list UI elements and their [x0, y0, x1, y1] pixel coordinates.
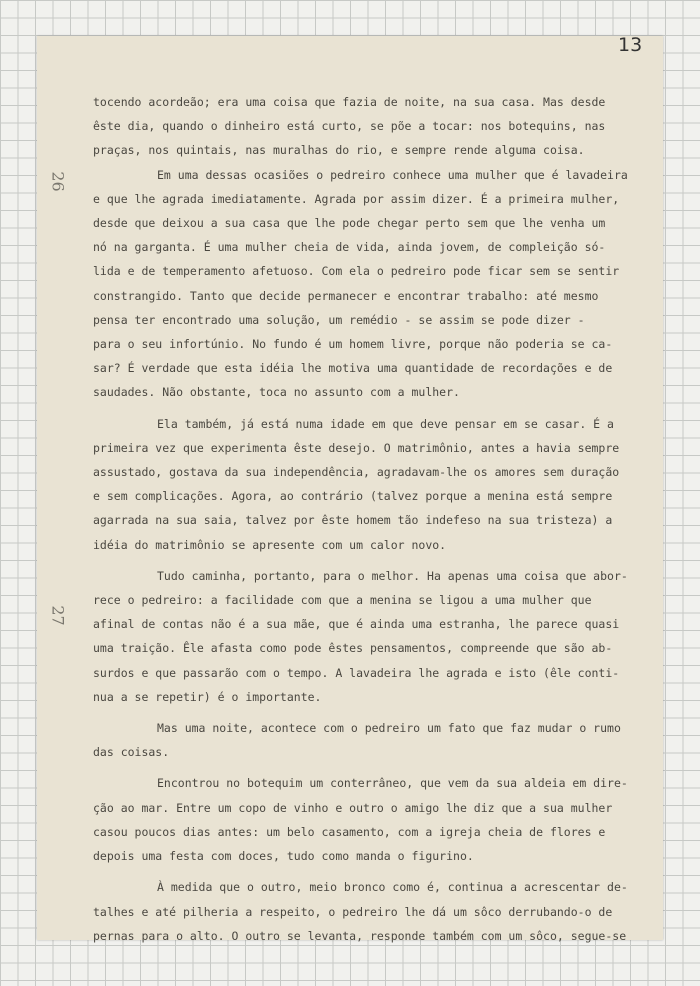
text-line: desde que deixou a sua casa que lhe pode chegar perto sem que lhe venha um	[93, 216, 606, 231]
text-line: idéia do matrimônio se apresente com um calor novo.	[93, 537, 447, 552]
text-line: tocendo acordeão; era uma coisa que fazia de noite, na sua casa. Mas desde	[93, 95, 606, 109]
text-line: lida e de temperamento afetuoso. Com ela o pedreiro pode ficar sem se sentir	[93, 264, 620, 279]
text-line: das coisas.	[93, 745, 170, 760]
text-line: Encontrou no botequim um conterrâneo, que vem da sua aldeia em dire-	[157, 776, 628, 791]
text-line: ção ao mar. Entre um copo de vinho e outro o amigo lhe diz que a sua mulher	[93, 800, 613, 815]
text-line: Mas uma noite, acontece com o pedreiro um fato que faz mudar o rumo	[157, 721, 621, 736]
text-line: À medida que o outro, meio bronco como é, continua a acrescentar de-	[157, 880, 628, 895]
text-line: casou poucos dias antes: um belo casamento, com a igreja cheia de flores e	[93, 824, 606, 839]
text-line: Ela também, já está numa idade em que deve pensar em se casar. É a	[157, 416, 614, 431]
typewritten-text	[93, 90, 659, 948]
text-line: surdos e que passarão com o tempo. A lavadeira lhe agrada e isto (êle conti-	[93, 665, 620, 680]
text-line: pernas para o alto. O outro se levanta, responde também com um sôco, segue-se	[93, 928, 627, 943]
page-number: 13	[618, 34, 643, 56]
text-line: agarrada na sua saia, talvez por êste homem tão indefeso na sua tristeza) a	[93, 513, 613, 528]
text-line: rece o pedreiro: a facilidade com que a menina se ligou a uma mulher que	[93, 593, 592, 608]
text-line: constrangido. Tanto que decide permanecer e encontrar trabalho: até mesmo	[93, 288, 599, 303]
text-line: uma traição. Êle afasta como pode êstes pensamentos, compreende que são ab-	[93, 641, 613, 656]
text-line: talhes e até pilheria a respeito, o pedreiro lhe dá um sôco derrubando-o de	[93, 904, 613, 919]
text-line: êste dia, quando o dinheiro está curto, se põe a tocar: nos botequins, nas	[93, 119, 606, 134]
text-line: Em uma dessas ocasiões o pedreiro conhece uma mulher que é lavadeira	[157, 167, 628, 182]
text-line: assustado, gostava da sua independência, agradavam-lhe os amores sem duração	[93, 465, 620, 480]
text-line: Tudo caminha, portanto, para o melhor. Ha apenas uma coisa que abor-	[157, 568, 628, 583]
text-line: primeira vez que experimenta êste desejo. O matrimônio, antes a havia sempre	[93, 440, 620, 455]
text-line: depois uma festa com doces, tudo como manda o figurino.	[93, 849, 474, 864]
text-line: pensa ter encontrado uma solução, um remédio - se assim se pode dizer -	[93, 312, 585, 327]
margin-note: 27	[48, 605, 68, 626]
text-line: para o seu infortúnio. No fundo é um homem livre, porque não poderia se ca-	[93, 337, 613, 352]
text-line: praças, nos quintais, nas muralhas do rio, e sempre rende alguma coisa.	[93, 143, 585, 158]
text-line: e que lhe agrada imediatamente. Agrada por assim dizer. É a primeira mulher,	[93, 191, 620, 206]
text-line: saudades. Não obstante, toca no assunto com a mulher.	[93, 385, 460, 400]
text-line: nó na garganta. É uma mulher cheia de vida, ainda jovem, de compleição só-	[93, 240, 606, 255]
text-line: e sem complicações. Agora, ao contrário (talvez porque a menina está sempre	[93, 489, 613, 504]
text-line: afinal de contas não é a sua mãe, que é ainda uma estranha, lhe parece quasi	[93, 617, 620, 632]
margin-note: 26	[48, 171, 68, 192]
text-line: sar? É verdade que esta idéia lhe motiva uma quantidade de recordações e de	[93, 361, 613, 376]
text-line: nua a se repetir) é o importante.	[93, 689, 322, 704]
